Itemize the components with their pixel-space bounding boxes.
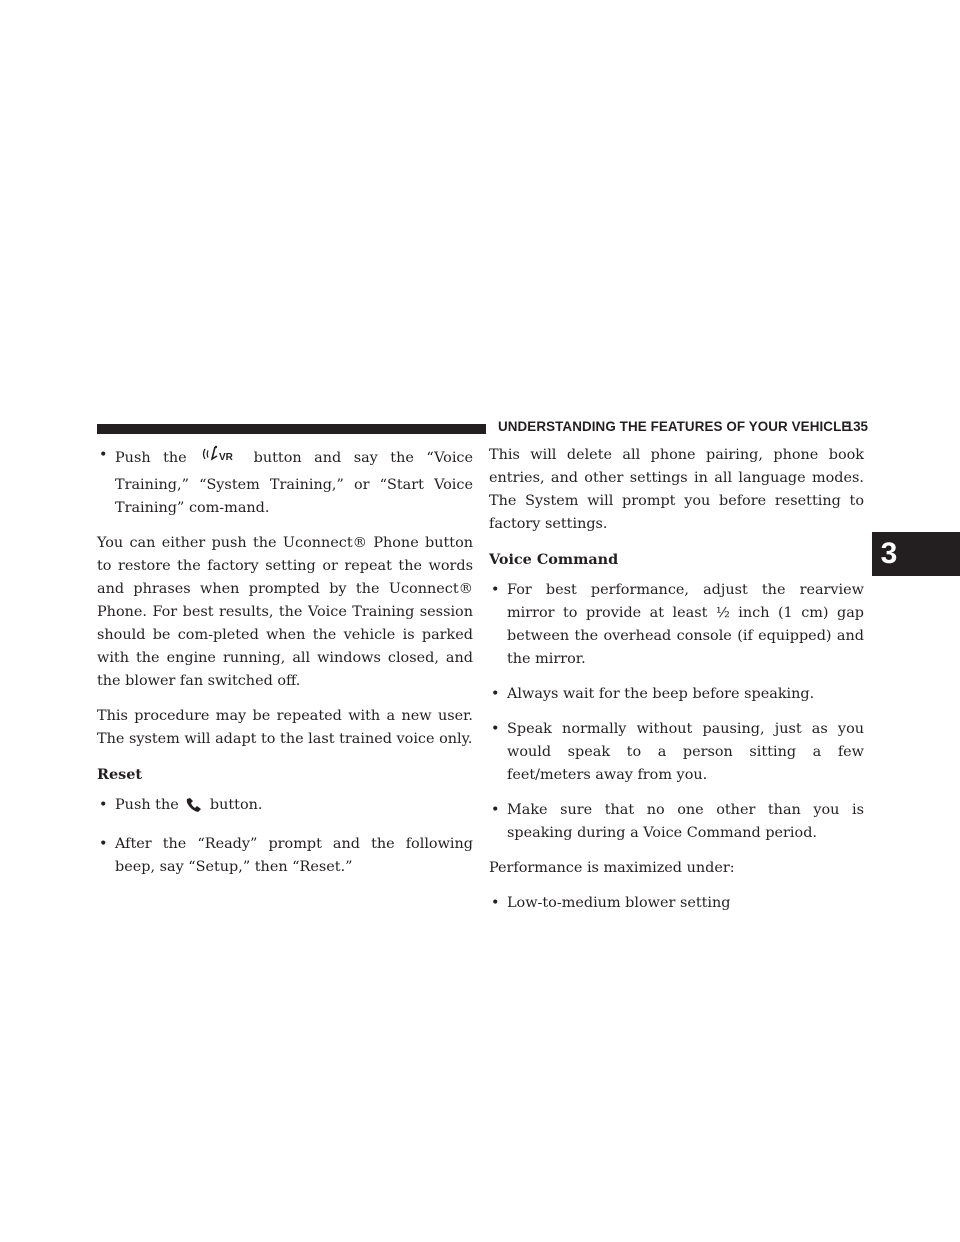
paragraph-performance: Performance is maximized under: — [489, 860, 735, 876]
paragraph-restore-settings: You can either push the Uconnect® Phone button to restore the factory setting or repeat the words and phrases when prompted by the Uconnect® Phone. For best results, the Voice Training session should be com-pleted when the vehicle is parked with the engine running, all windows closed, and the blower fan switched off. — [97, 535, 473, 689]
heading-reset: Reset — [97, 766, 143, 783]
list-item-ready-prompt — [97, 833, 473, 879]
paragraph-delete-pairing: This will delete all phone pairing, phone book entries, and other settings in all language modes. The System will prompt you before resetting to factory settings. — [489, 447, 864, 532]
bullet-text: Speak normally without pausing, just as you would speak to a person sitting a few feet/meters away from you. — [507, 721, 864, 783]
heading-voice-command: Voice Command — [489, 551, 619, 568]
left-column — [97, 444, 473, 891]
bullet-text-after-icon: button. — [209, 797, 263, 813]
phone-button-icon — [185, 797, 203, 821]
bullet-text: Make sure that no one other than you is speaking during a Voice Command period. — [507, 802, 864, 841]
list-item-voice-training — [97, 444, 473, 520]
header-rule — [97, 424, 486, 434]
bullet-mark: • — [491, 582, 500, 598]
bullet-text-after-icon: button and say the “Voice Training,” “System Training,” or “Start Voice Training” com-mand. — [115, 450, 474, 516]
bullet-mark: • — [491, 721, 500, 737]
list-item-wait-beep — [489, 683, 864, 706]
chapter-tab-number: 3 — [880, 537, 898, 570]
list-item-push-phone — [97, 794, 473, 821]
bullet-mark: • — [99, 836, 108, 852]
svg-text:VR: VR — [219, 452, 234, 463]
running-header-title: UNDERSTANDING THE FEATURES OF YOUR VEHICLE — [498, 419, 851, 434]
bullet-mark: • — [99, 797, 108, 813]
page-number: 135 — [845, 419, 868, 434]
bullet-text: Always wait for the beep before speaking. — [507, 686, 815, 702]
list-item-mirror-gap — [489, 579, 864, 671]
right-column — [489, 444, 864, 927]
bullet-text: Low-to-medium blower setting — [507, 895, 731, 911]
bullet-text-before-icon: Push the — [115, 450, 187, 466]
list-item-no-one-else — [489, 799, 864, 845]
list-item-blower-setting — [489, 892, 864, 915]
bullet-mark: • — [491, 686, 500, 702]
voice-recognition-button-icon — [201, 444, 239, 474]
bullet-mark: • — [491, 802, 500, 818]
bullet-mark: • — [491, 895, 500, 911]
bullet-text: After the “Ready” prompt and the following beep, say “Setup,” then “Reset.” — [115, 836, 473, 875]
paragraph-new-user: This procedure may be repeated with a new user. The system will adapt to the last trained voice only. — [97, 708, 473, 747]
bullet-text-before-icon: Push the — [115, 797, 179, 813]
bullet-text: For best performance, adjust the rearview mirror to provide at least ½ inch (1 cm) gap between the overhead console (if equipped) and the mirror. — [507, 582, 864, 667]
list-item-speak-normally — [489, 718, 864, 787]
bullet-mark: • — [99, 447, 108, 463]
